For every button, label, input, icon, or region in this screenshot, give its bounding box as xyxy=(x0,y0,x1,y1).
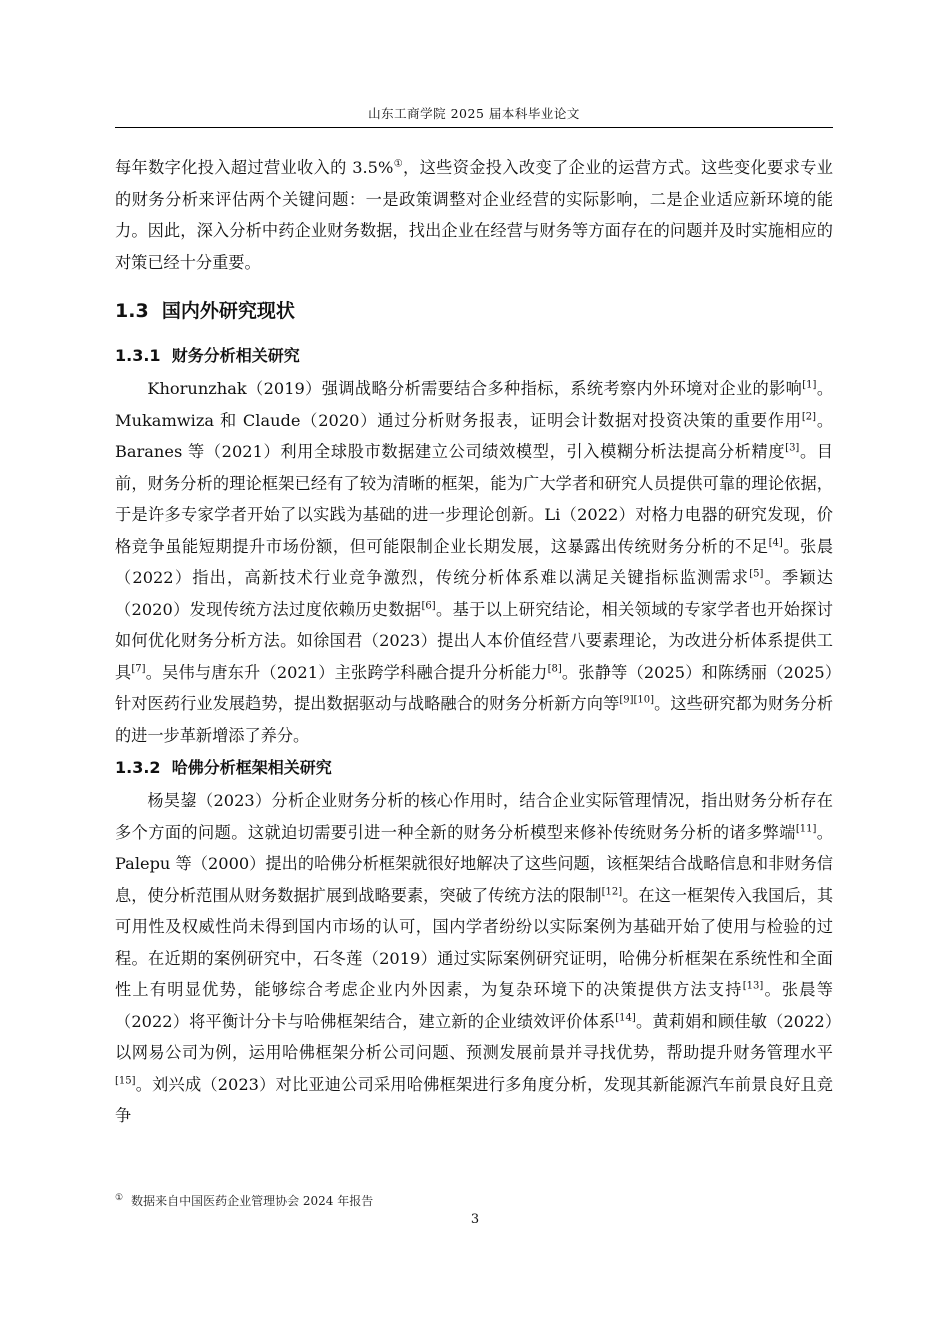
text-run: 。黄莉娟和顾佳敏（2022）以网易公司为例，运用哈佛框架分析公司问题、预测发展前景并寻找优势，帮助提升财务管理水平 xyxy=(115,1011,833,1062)
footnote-text: 数据来自中国医药企业管理协会 2024 年报告 xyxy=(131,1194,374,1208)
subsection-title: 财务分析相关研究 xyxy=(171,346,300,365)
text-run: 杨昊鋆（2023）分析企业财务分析的核心作用时，结合企业实际管理情况，指出财务分析存在多个方面的问题。这就迫切需要引进一种全新的财务分析模型来修补传统财务分析的诸多弊端 xyxy=(115,791,833,842)
text-run: 。目前，财务分析的理论框架已经有了较为清晰的框架，能为广大学者和研究人员提供可靠的理论依据，于是许多专家学者开始了以实践为基础的进一步理论创新。Li（2022）对格力电器的研究发现，价格竞争虽能短期提升市场份额，但可能限制企业长期发展，这暴露出传统财务分析的不足 xyxy=(115,442,833,556)
intro-text-a: 每年数字化投入超过营业收入的 3.5% xyxy=(115,158,394,177)
citation: [11] xyxy=(795,823,817,835)
citation: [7] xyxy=(131,663,146,675)
citation: [8] xyxy=(547,663,562,675)
text-run: 。张静等（2025）和陈绣丽（2025）针对医药行业发展趋势，提出数据驱动与战略融合的财务分析新方向等 xyxy=(115,662,834,713)
financial-analysis-paragraph xyxy=(115,373,833,751)
text-run: 。张晨（2022）指出，高新技术行业竞争激烈，传统分析体系难以满足关键指标监测需求 xyxy=(115,536,834,587)
text-run: Khorunzhak（2019）强调战略分析需要结合多种指标，系统考察内外环境对企业的影响 xyxy=(147,379,803,398)
footnote xyxy=(115,1192,373,1209)
footnote-mark: ① xyxy=(115,1193,124,1203)
citation: [3] xyxy=(785,442,800,454)
page-number: 3 xyxy=(470,1212,480,1227)
text-run: 。Mukamwiza 和 Claude（2020）通过分析财务报表，证明会计数据对投资决策的重要作用 xyxy=(115,379,834,430)
section-number: 1.3 xyxy=(115,300,149,322)
citation: [6] xyxy=(421,600,436,612)
citation: [12] xyxy=(601,886,623,898)
section-heading-1-3-2 xyxy=(115,751,833,785)
citation: [4] xyxy=(768,537,783,549)
subsection-number: 1.3.1 xyxy=(115,346,161,365)
section-title: 国内外研究现状 xyxy=(161,300,295,322)
harvard-framework-paragraph xyxy=(115,785,833,1132)
text-run: 。张晨等（2022）将平衡计分卡与哈佛框架结合，建立新的企业绩效评价体系 xyxy=(115,980,833,1031)
text-run: 。基于以上研究结论，相关领域的专家学者也开始探讨如何优化财务分析方法。如徐国君（2023）提出人本价值经营八要素理论，为改进分析体系提供工具 xyxy=(115,599,833,682)
text-run: 。吴伟与唐东升（2021）主张跨学科融合提升分析能力 xyxy=(145,662,548,682)
citation: [15] xyxy=(115,1075,136,1087)
intro-text-b: ，这些资金投入改变了企业的运营方式。这些变化要求专业的财务分析来评估两个关键问题：一是政策调整对企业经营的实际影响，二是企业适应新环境的能力。因此，深入分析中药企业财务数据，找出企业在经营与财务等方面存在的问题并及时实施相应的对策已经十分重要。 xyxy=(115,158,833,272)
citation: [13] xyxy=(742,980,764,992)
section-heading-1-3-1 xyxy=(115,339,833,373)
text-run: 。季颖达（2020）发现传统方法过度依赖历史数据 xyxy=(115,568,833,619)
text-run: 。这些研究都为财务分析的进一步革新增添了养分。 xyxy=(115,694,834,745)
footnote-ref-mark: ① xyxy=(393,158,404,170)
text-run: 。刘兴成（2023）对比亚迪公司采用哈佛框架进行多角度分析，发现其新能源汽车前景良好且竞争 xyxy=(115,1074,833,1125)
citation: [14] xyxy=(615,1012,636,1024)
text-run: 。Baranes 等（2021）利用全球股市数据建立公司绩效模型，引入模糊分析法提高分析精度 xyxy=(115,410,833,461)
text-run: 。Palepu 等（2000）提出的哈佛分析框架就很好地解决了这些问题，该框架结合战略信息和非财务信息，使分析范围从财务数据扩展到战略要素，突破了传统方法的限制 xyxy=(115,822,833,905)
subsection-title: 哈佛分析框架相关研究 xyxy=(171,758,332,777)
text-run: 。在这一框架传入我国后，其可用性及权威性尚未得到国内市场的认可，国内学者纷纷以实际案例为基础开始了使用与检验的过程。在近期的案例研究中，石冬莲（2019）通过实际案例研究证明，哈佛分析框架在系统性和全面性上有明显优势，能够综合考虑企业内外因素，为复杂环境下的决策提供方法支持 xyxy=(115,885,834,999)
citation: [2] xyxy=(801,411,817,423)
citation: [5] xyxy=(749,568,764,580)
header-divider xyxy=(115,127,833,128)
citation: [9][10] xyxy=(619,694,655,706)
page-body xyxy=(115,152,833,1132)
citation: [1] xyxy=(802,379,817,391)
section-heading-1-3 xyxy=(115,291,833,331)
subsection-number: 1.3.2 xyxy=(115,758,161,777)
running-header: 山东工商学院 2025 届本科毕业论文 xyxy=(368,106,580,121)
intro-paragraph xyxy=(115,152,833,278)
